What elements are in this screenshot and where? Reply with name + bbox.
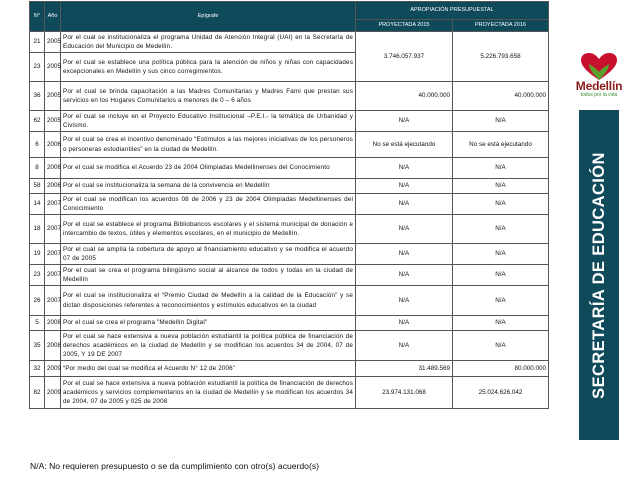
row-text: Por el cual se amplía la cobertura de apoyo al financiamiento educativo y se modifica el acuerdo 07 de 2005: [61, 244, 356, 265]
table-row: [30, 377, 549, 409]
value-2016: N/A: [453, 111, 549, 132]
row-num: 23: [30, 265, 45, 286]
value-2015: 40.000.000: [356, 82, 453, 111]
table-row: [30, 158, 549, 179]
row-num: 62: [30, 111, 45, 132]
logo-tagline: todos por la vida: [580, 92, 618, 98]
value-2016: N/A: [453, 215, 549, 244]
table-row: [30, 331, 549, 361]
row-text: Por el cual se institucionaliza el “Premio Ciudad de Medellín a la calidad de la Educación” y se dictan disposiciones referentes a reconocimientos y estímulos educativos en la ciudad: [61, 286, 356, 316]
value-2015: N/A: [356, 194, 453, 215]
value-2016: N/A: [453, 265, 549, 286]
value-2015: N/A: [356, 265, 453, 286]
row-num: 58: [30, 179, 45, 194]
table-row: [30, 32, 549, 53]
row-text: Por el cual se modifican los acuerdos 08 de 2006 y 23 de 2004 Olimpiadas Medellinenses del Conocimiento: [61, 194, 356, 215]
value-2015: N/A: [356, 215, 453, 244]
row-year: 2009: [45, 377, 61, 409]
row-year: 2007: [45, 244, 61, 265]
row-num: 5: [30, 316, 45, 331]
header-year: Año: [45, 2, 61, 32]
row-num: 26: [30, 286, 45, 316]
row-text: Por el cual se modifica el Acuerdo 23 de 2004 Olimpiadas Medellinenses del Conocimiento: [61, 158, 356, 179]
row-num: 32: [30, 361, 45, 377]
value-2016: 40.000.000: [453, 82, 549, 111]
row-num: 6: [30, 132, 45, 158]
row-text: Por el cual se hace extensiva a nueva población estudiantil la política de financiación de derechos académicos y servicios complementarios en la ciudad de Medellín y se modifican los acuerdos 34 de 2004, 07 de 2005 y 025 de 2008: [61, 377, 356, 409]
header-projected-2015: PROYECTADA 2015: [356, 20, 453, 32]
row-num: 82: [30, 377, 45, 409]
row-year: 2005: [45, 82, 61, 111]
table-row: [30, 215, 549, 244]
medellin-logo: [563, 52, 635, 104]
value-2016: 80.000.000: [453, 361, 549, 377]
row-num: 14: [30, 194, 45, 215]
side-label: SECRETARÍA DE EDUCACIÓN: [589, 151, 608, 399]
row-num: 35: [30, 331, 45, 361]
value-2015: N/A: [356, 244, 453, 265]
table-row: [30, 361, 549, 377]
value-2015: 23.974.131.068: [356, 377, 453, 409]
merged-value-2016: 5.226.793.658: [453, 32, 549, 82]
row-year: 2007: [45, 194, 61, 215]
value-2015: N/A: [356, 331, 453, 361]
value-2016: N/A: [453, 286, 549, 316]
row-text: Por el cual se incluye en el Proyecto Educativo Institucional –P.E.I.- la temática de Urbanidad y Civismo.: [61, 111, 356, 132]
header-num: N°: [30, 2, 45, 32]
row-year: 2008: [45, 316, 61, 331]
row-num: 36: [30, 82, 45, 111]
table-row: [30, 111, 549, 132]
merged-value-2015: 3.746.057.937: [356, 32, 453, 82]
value-2016: N/A: [453, 244, 549, 265]
header-projected-2016: PROYECTADA 2016: [453, 20, 549, 32]
row-year: 2006: [45, 179, 61, 194]
row-year: 2007: [45, 265, 61, 286]
budget-table: [29, 1, 549, 409]
value-2015: N/A: [356, 111, 453, 132]
row-year: 2009: [45, 361, 61, 377]
header-title: Epígrafe: [61, 2, 356, 32]
row-text: Por el cual se crea el incentivo denominado “Estímulos a las mejores iniciativas de los personeros o personeras estudiantiles” en la ciudad de Medellín.: [61, 132, 356, 158]
row-text: Por el cual se institucionaliza la semana de la convivencia en Medellín: [61, 179, 356, 194]
table-row: [30, 179, 549, 194]
row-num: 19: [30, 244, 45, 265]
table-row: [30, 194, 549, 215]
value-2016: 25.024.626.042: [453, 377, 549, 409]
row-text: Por el cual se institucionaliza el programa Unidad de Atención Integral (UAI) en la Secretaría de Educación del Municipio de Medellín.: [61, 32, 356, 53]
row-year: 2006: [45, 132, 61, 158]
value-2016: N/A: [453, 331, 549, 361]
row-text: Por el cual se crea el programa bilingüismo social al alcance de todos y todas en la ciudad de Medellín: [61, 265, 356, 286]
value-2016: N/A: [453, 158, 549, 179]
table-row: [30, 265, 549, 286]
row-num: 23: [30, 53, 45, 82]
table-row: [30, 286, 549, 316]
value-2016: N/A: [453, 194, 549, 215]
row-year: 2005: [45, 111, 61, 132]
row-year: 2007: [45, 286, 61, 316]
value-2015: N/A: [356, 179, 453, 194]
value-2015: N/A: [356, 286, 453, 316]
heart-logo-icon: [579, 52, 619, 82]
value-2015: No se está ejecutando: [356, 132, 453, 158]
table-row: [30, 132, 549, 158]
row-text: Por el cual se hace extensiva a nueva población estudiantil la política pública de financiación de derechos académicos en la ciudad de Medellín y se modifican los acuerdos 34 de 2004, 07 de 2005, Y 19 DE 2007: [61, 331, 356, 361]
row-num: 18: [30, 215, 45, 244]
value-2015: N/A: [356, 316, 453, 331]
table-row: [30, 82, 549, 111]
row-num: 21: [30, 32, 45, 53]
value-2016: N/A: [453, 316, 549, 331]
row-year: 2008: [45, 331, 61, 361]
row-text: Por el cual se establece el programa Bibliobancos escolares y el sistema municipal de donación e intercambio de textos, útiles y elementos escolares, en el municipio de Medellín.: [61, 215, 356, 244]
row-year: 2006: [45, 158, 61, 179]
row-year: 2005: [45, 53, 61, 82]
value-2015: N/A: [356, 158, 453, 179]
row-text: Por el cual se brinda capacitación a las Madres Comunitarias y Madres Fami que prestan sus servicios en los Hogares Comunitarios a menores de 0 – 6 años: [61, 82, 356, 111]
row-year: 2007: [45, 215, 61, 244]
value-2016: N/A: [453, 179, 549, 194]
value-2015: 31.489.569: [356, 361, 453, 377]
table-row: [30, 244, 549, 265]
side-label-band: [579, 110, 619, 440]
row-year: 2005: [45, 32, 61, 53]
row-text: Por el cual se establece una política pública para la atención de niños y niñas con capacidades excepcionales en Medellín y sus cinco corregimientos.: [61, 53, 356, 82]
table-row: [30, 316, 549, 331]
footnote: N/A: No requieren presupuesto o se da cumplimiento con otro(s) acuerdo(s): [30, 461, 319, 471]
row-text: Por el cual se crea el programa "Medellín Digital": [61, 316, 356, 331]
header-budget-group: APROPIACIÓN PRESUPUESTAL: [356, 2, 549, 20]
logo-brand: Medellín: [575, 79, 623, 93]
value-2016: No se está ejecutando: [453, 132, 549, 158]
row-text: “Por medio del cual se modifica el Acuerdo N° 12 de 2006”: [61, 361, 356, 377]
row-num: 8: [30, 158, 45, 179]
